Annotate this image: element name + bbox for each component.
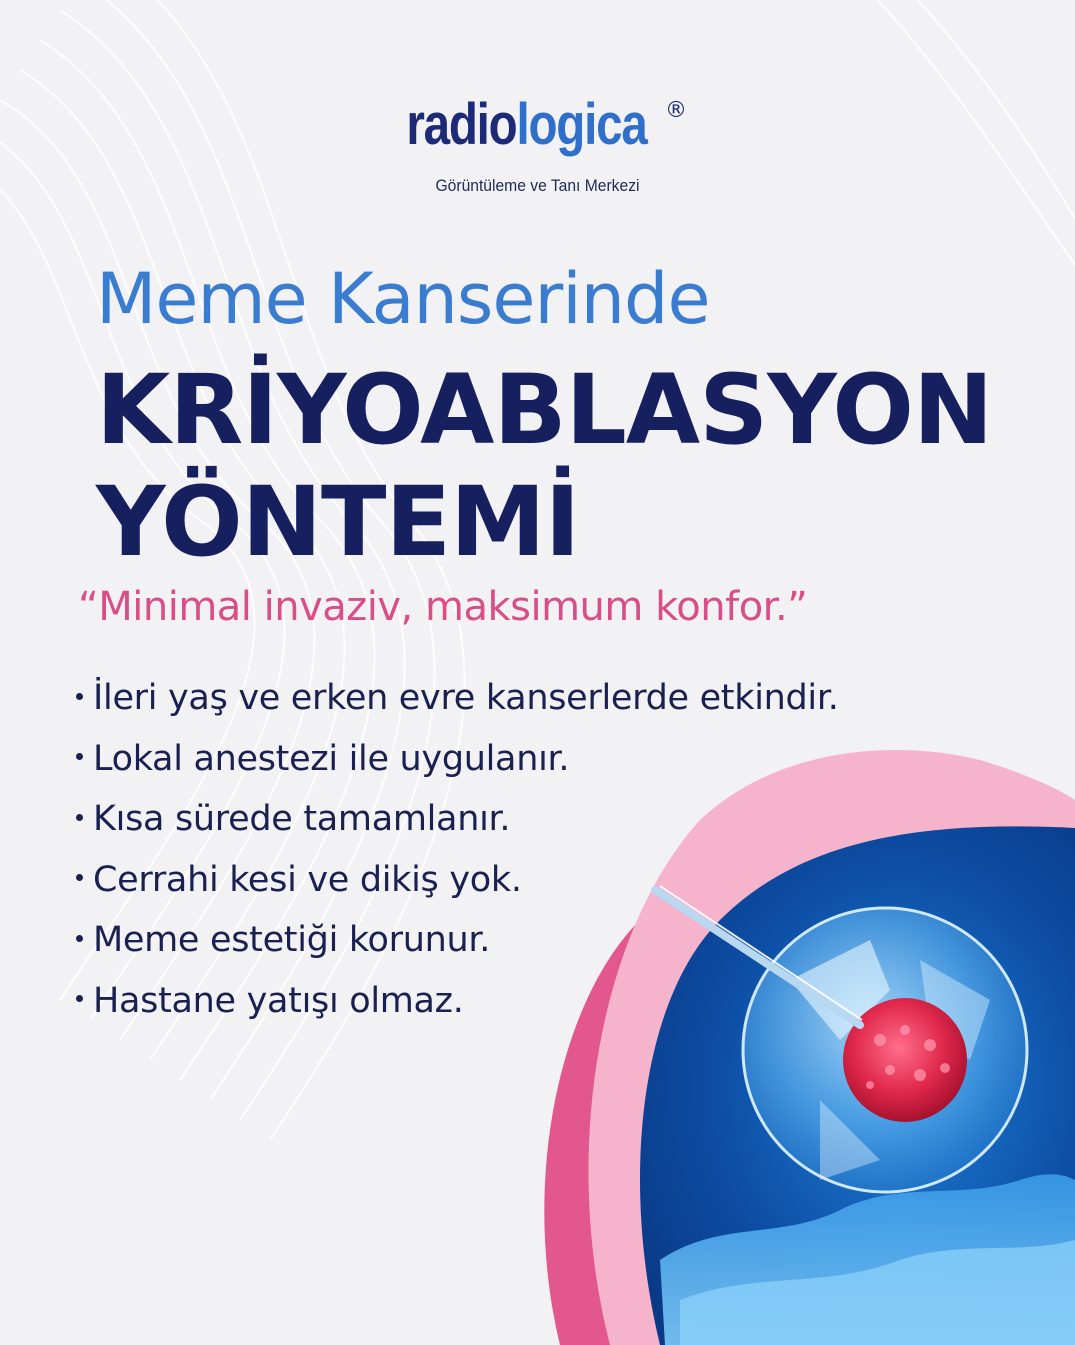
headline-line-2: KRİYOABLASYON xyxy=(96,354,993,466)
tagline-quote: “Minimal invaziv, maksimum konfor.” xyxy=(78,584,808,630)
list-item xyxy=(76,971,839,1032)
list-item-text: İleri yaş ve erken evre kanserlerde etkindir. xyxy=(93,678,839,718)
list-item xyxy=(76,910,839,971)
list-item xyxy=(76,850,839,911)
list-item xyxy=(76,789,839,850)
list-item-text: Lokal anestezi ile uygulanır. xyxy=(93,738,570,779)
list-item-text: Cerrahi kesi ve dikiş yok. xyxy=(93,859,522,900)
bullet-icon xyxy=(76,935,83,942)
bullet-icon xyxy=(76,693,83,700)
logo-part-radio: radio xyxy=(406,92,517,157)
bullet-icon xyxy=(76,874,83,881)
bullet-icon xyxy=(76,995,83,1002)
benefits-list xyxy=(76,668,839,1031)
list-item xyxy=(76,729,839,790)
headline-line-3: YÖNTEMİ xyxy=(96,466,580,578)
logo-wordmark xyxy=(406,92,647,157)
list-item-text: Meme estetiği korunur. xyxy=(93,920,491,960)
logo-tagline: Görüntüleme ve Tanı Merkezi xyxy=(435,176,640,195)
registered-mark: ® xyxy=(664,98,687,123)
headline-line-1: Meme Kanserinde xyxy=(96,258,710,340)
logo xyxy=(0,92,1075,157)
list-item xyxy=(76,668,839,729)
bullet-icon xyxy=(76,753,83,760)
bullet-icon xyxy=(76,814,83,821)
list-item-text: Hastane yatışı olmaz. xyxy=(93,980,464,1021)
logo-part-logica: logica xyxy=(516,92,647,157)
list-item-text: Kısa sürede tamamlanır. xyxy=(93,799,511,839)
